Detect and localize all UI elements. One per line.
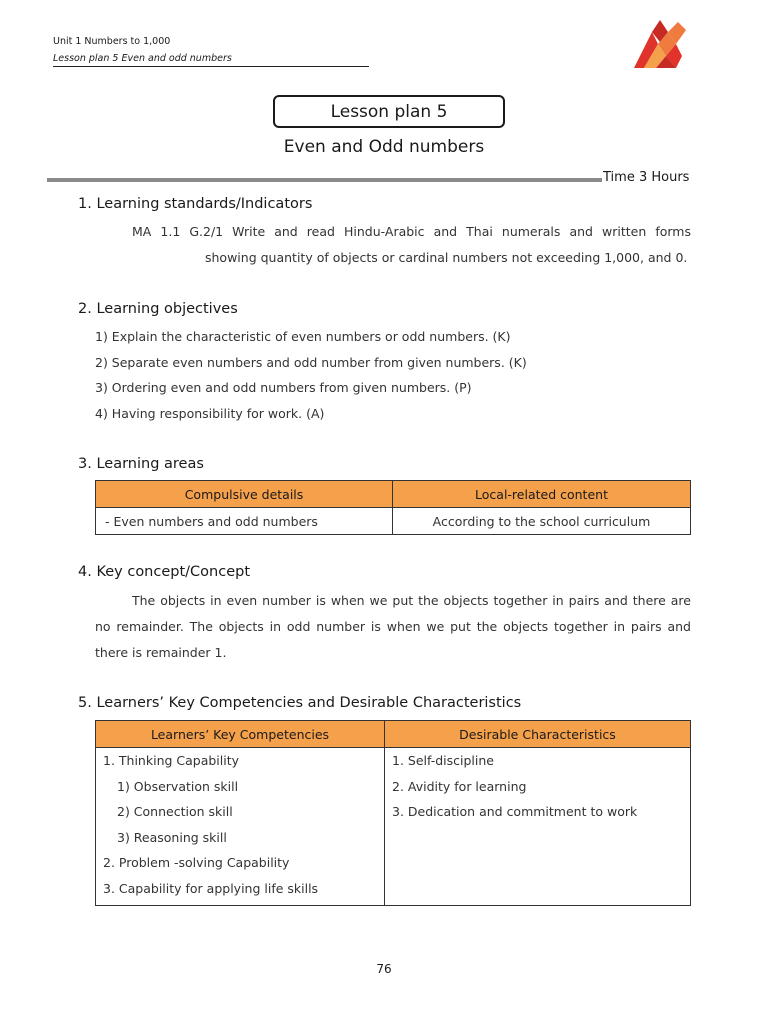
- objective-item: 4) Having responsibility for work. (A): [95, 406, 325, 421]
- table-header: Desirable Characteristics: [385, 721, 691, 748]
- header-lesson: Lesson plan 5 Even and odd numbers: [53, 53, 369, 67]
- competencies-cell: [96, 748, 385, 906]
- list-item: 2. Avidity for learning: [392, 778, 527, 794]
- header-unit: Unit 1 Numbers to 1,000: [53, 36, 171, 47]
- list-item: 2) Connection skill: [117, 804, 233, 820]
- table-cell: According to the school curriculum: [393, 508, 691, 535]
- list-item: 3) Reasoning skill: [117, 829, 227, 845]
- list-item: 1. Thinking Capability: [103, 753, 240, 768]
- list-item: 2. Problem -solving Capability: [103, 855, 290, 871]
- learning-areas-table: [95, 480, 691, 535]
- list-item: 1. Self-discipline: [392, 753, 494, 768]
- section-competencies-heading: 5. Learners’ Key Competencies and Desirable Characteristics: [78, 695, 522, 711]
- lesson-title: Lesson plan 5: [273, 95, 505, 128]
- time-label: Time 3 Hours: [603, 170, 690, 185]
- divider-rule: [47, 178, 602, 182]
- stacked-triangles-logo-icon: [628, 18, 692, 72]
- objective-item: 2) Separate even numbers and odd number from given numbers. (K): [95, 355, 527, 370]
- characteristics-cell: [385, 748, 691, 906]
- objective-item: 1) Explain the characteristic of even numbers or odd numbers. (K): [95, 329, 511, 344]
- table-header: Local-related content: [393, 481, 691, 508]
- concept-text: The objects in even number is when we put the objects together in pairs and there are no remainder. The objects in odd number is when we put the objects together in pairs and there is remainder 1.: [95, 593, 691, 660]
- page-number: 76: [376, 962, 392, 976]
- section-standards-heading: 1. Learning standards/Indicators: [78, 196, 313, 212]
- section-concept-heading: 4. Key concept/Concept: [78, 564, 251, 580]
- table-header: Learners’ Key Competencies: [96, 721, 385, 748]
- concept-paragraph: [95, 588, 691, 666]
- table-header: Compulsive details: [96, 481, 393, 508]
- list-item: 3. Dedication and commitment to work: [392, 804, 638, 820]
- section-areas-heading: 3. Learning areas: [78, 456, 204, 472]
- list-item: 1) Observation skill: [117, 778, 239, 794]
- standards-line-2: showing quantity of objects or cardinal numbers not exceeding 1,000, and 0.: [205, 250, 688, 265]
- list-item: 3. Capability for applying life skills: [103, 880, 319, 896]
- objective-item: 3) Ordering even and odd numbers from given numbers. (P): [95, 380, 472, 395]
- standards-line-1: MA 1.1 G.2/1 Write and read Hindu-Arabic and Thai numerals and written forms: [132, 224, 691, 239]
- lesson-subtitle: Even and Odd numbers: [283, 137, 485, 157]
- section-objectives-heading: 2. Learning objectives: [78, 301, 238, 317]
- competencies-table: [95, 720, 691, 906]
- table-cell: - Even numbers and odd numbers: [96, 508, 393, 535]
